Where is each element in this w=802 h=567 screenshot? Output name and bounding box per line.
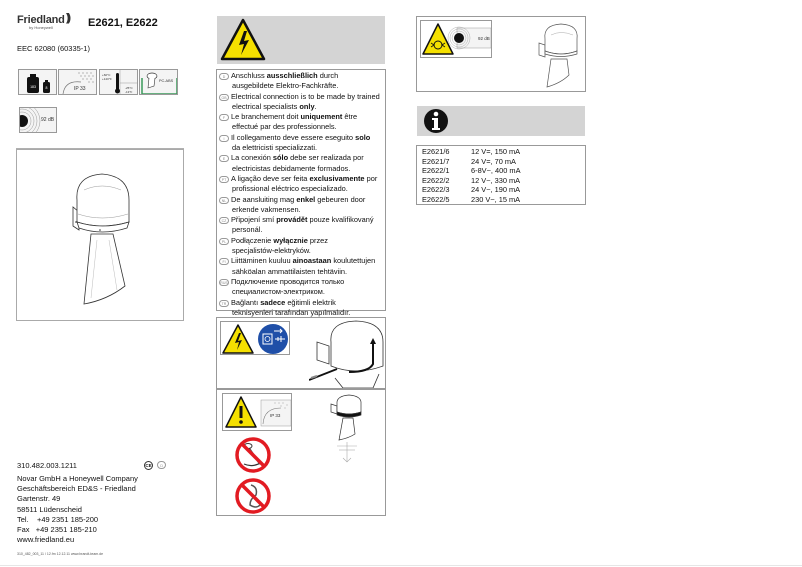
page-bottom-edge [0, 565, 802, 566]
ip-rating-icon [58, 69, 97, 95]
step1-icon-group [220, 321, 290, 355]
instruction-fi: FI Liittäminen kuuluu ainoastaan koulutettujen [219, 256, 383, 266]
step-disconnect-power [216, 317, 386, 389]
disconnect-plug-icon [258, 324, 288, 354]
step2-icon-group [222, 393, 292, 431]
hearing-protection-warning-icon [423, 24, 453, 54]
ce-mark [144, 460, 166, 470]
document-number: 310.482.003.1211 [17, 461, 77, 470]
brand-sub: by Honeywell [29, 25, 53, 30]
electrician-only-instructions: D Anschluss ausschließlich durch ausgebildete Elektro-Fachkräfte. GB Electrical connection is to be made by trained electrical specialists only. F Le branchement doit uniquement être effectué par des professionnels. I Il collegamento deve essere eseguito solo da elettricisti specializzati. E La conexión sólo debe ser realizada por electricistas debidamente formados. PT A ligação deve ser feita exclusivamente por profissional eléctrico especializado. NL De aansluiting mag enkel gebeuren door erkende vakmensen. CZ Připojení smí provádět pouze kvalifikovaný personál. PL Podłączenie wyłącznie przez specjalistów-elektryków. FI Liittäminen kuuluu ainoastaan koulutettujen sähköalan ammattilaisten tehtäviin. RUS Подключение проводится только специалистом-электриком. TR Bağlantı sadece eğitimli elektrik teknisyenleri tarafından yapılmalıdır. [216, 69, 386, 311]
address-line: Gartenstr. 49 [17, 494, 61, 504]
svg-text:8: 8 [45, 86, 48, 90]
table-row: E2622/2 12 V~, 330 mA [422, 175, 521, 185]
remove-cover-illustration [309, 320, 385, 388]
brand-name: Friedland [17, 14, 65, 26]
svg-text:-13°F: -13°F [125, 90, 133, 94]
ip-rating-label: IP 33 [270, 413, 281, 418]
norm-reference: EEC 62080 (60335-1) [17, 44, 90, 53]
recycle-ce-icon: CE [145, 463, 152, 468]
table-row: E2622/5 230 V~, 15 mA [422, 194, 521, 204]
table-row: E2622/1 6-8V~, 400 mA [422, 166, 521, 176]
high-voltage-warning-icon [219, 16, 271, 64]
svg-text:PC-ABS: PC-ABS [159, 79, 174, 83]
electrical-warning-header [217, 16, 385, 64]
instruction-pl: PL Podłączenie wyłącznie przez [219, 236, 383, 246]
instruction-it: I Il collegamento deve essere eseguito solo [219, 133, 383, 143]
friedland-logo [17, 14, 73, 36]
info-icon [423, 107, 449, 135]
table-row: E2621/7 24 V=, 70 mA [422, 156, 516, 166]
instruction-tr: TR Bağlantı sadece eğitimli elektrik [219, 298, 383, 308]
instruction-ru: RUS Подключение проводится только [220, 276, 345, 286]
address-line: Novar GmbH a Honeywell Company [17, 474, 138, 483]
svg-text:183: 183 [30, 85, 36, 89]
variants-table [416, 145, 586, 205]
instruction-de: D Anschluss ausschließlich durch [219, 71, 383, 81]
table-row: E2621/6 12 V=, 150 mA [422, 147, 521, 156]
svg-text:-25°C: -25°C [125, 86, 133, 90]
svg-text:+60°C: +60°C [102, 73, 111, 77]
language-d-icon: D [157, 461, 166, 469]
phone-line: Tel. +49 2351 185-200 [17, 514, 99, 524]
product-side-illustration [535, 21, 581, 91]
instruction-cz: CZ Připojení smí provádět pouze kvalifikovaný [219, 215, 383, 225]
step3-icon-group [420, 20, 492, 58]
website-link[interactable]: www.friedland.eu [17, 535, 75, 545]
high-voltage-warning-icon [223, 325, 253, 353]
instruction-es: E La conexión sólo debe ser realizada por [219, 153, 383, 163]
instruction-pt: PT A ligação deve ser feita exclusivamente por [219, 174, 383, 184]
no-tools-prohibition-icon [234, 436, 272, 474]
address-line: Geschäftsbereich ED&S - Friedland [17, 484, 136, 494]
general-warning-icon [226, 397, 256, 427]
no-horn-prohibition-icon [234, 477, 272, 515]
instruction-fr: F Le branchement doit uniquement être [219, 112, 383, 122]
step-mounting-prohibitions [216, 389, 386, 516]
company-address [17, 474, 138, 545]
instruction-gb: GB Electrical connection is to be made by trained [219, 92, 383, 102]
mounting-orientation-illustration [327, 394, 377, 466]
svg-text:IP 33: IP 33 [74, 86, 86, 92]
product-title: E2621, E2622 [88, 17, 158, 29]
svg-text:+140°F: +140°F [102, 77, 112, 81]
technical-info-header [417, 106, 585, 136]
print-info: 310_482_003_11 / 12.fm 12.12.11 www.brandt-team.de [17, 552, 104, 556]
material-pcabs-icon [139, 69, 178, 95]
battery-icon [18, 69, 57, 95]
temperature-range-icon [99, 69, 138, 95]
sound-level-label: 92 dB [41, 117, 55, 123]
fax-line: Fax +49 2351 185-210 [17, 525, 97, 535]
sound-level-warning-panel [416, 16, 586, 92]
product-illustration [16, 149, 184, 321]
table-row: E2622/3 24 V~, 190 mA [422, 185, 521, 195]
sound-waves-icon: ))) [66, 12, 68, 24]
instruction-nl: NL De aansluiting mag enkel gebeuren door [219, 195, 383, 205]
address-line: 58511 Lüdenscheid [17, 504, 82, 514]
sound-level-icon [19, 107, 57, 133]
sound-level-label: 92 dB [478, 36, 490, 41]
